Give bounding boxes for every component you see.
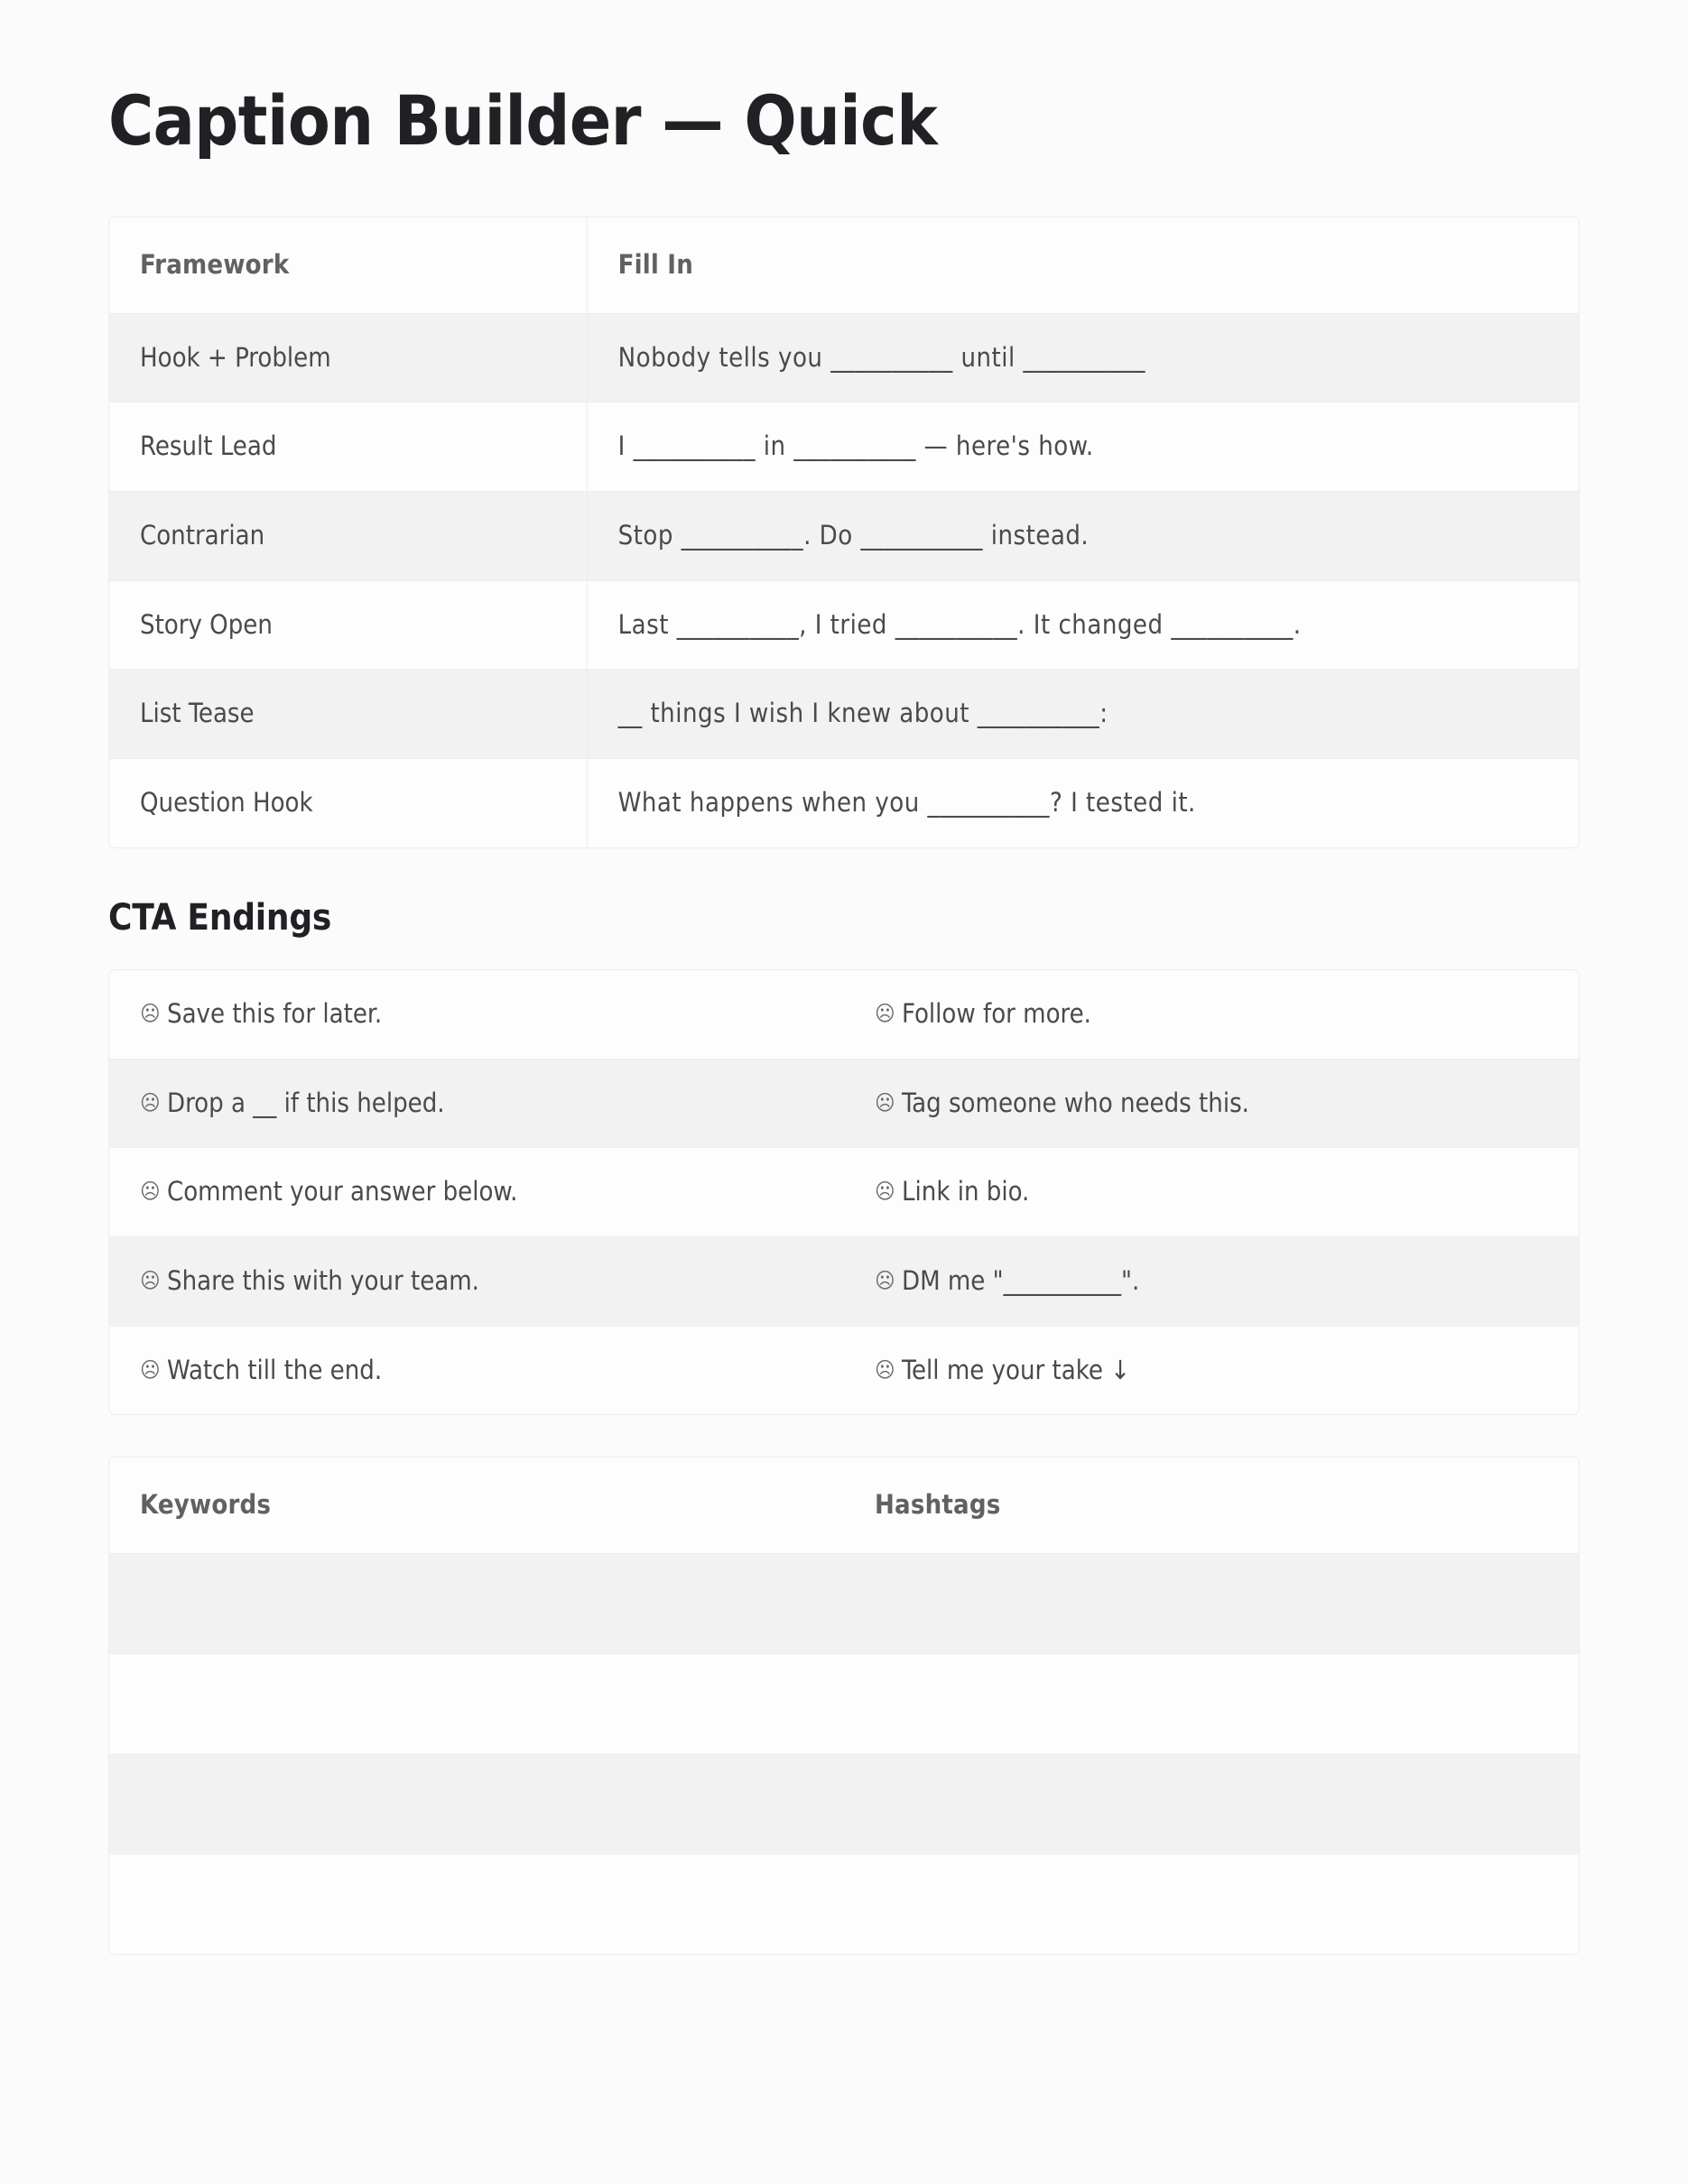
table-row	[109, 670, 1579, 759]
cta-label: Share this with your team.	[167, 1264, 479, 1296]
table-row	[109, 1653, 1579, 1754]
cta-label: Watch till the end.	[167, 1354, 383, 1385]
frowning-face-icon: ☹	[140, 1000, 161, 1026]
cta-table	[109, 970, 1579, 1414]
cta-label: Comment your answer below.	[167, 1176, 518, 1208]
column-header-fill-in: Fill In	[587, 217, 1579, 313]
list-item	[109, 1326, 1579, 1414]
cell-framework: Contrarian	[109, 492, 587, 581]
cell-framework: Result Lead	[109, 403, 587, 492]
cell-fill-in: Stop __________. Do __________ instead.	[617, 520, 1090, 551]
keywords-table-card	[108, 1457, 1580, 1955]
cell-framework: Story Open	[109, 580, 587, 670]
table-row	[109, 759, 1579, 847]
table-row	[109, 492, 1579, 581]
table-row	[109, 313, 1579, 403]
cell-fill-in: I __________ in __________ — here's how.	[617, 430, 1094, 462]
frowning-face-icon: ☹	[140, 1089, 161, 1115]
cta-table-card	[108, 969, 1580, 1415]
list-item	[109, 1148, 1579, 1237]
cell-framework: List Tease	[109, 670, 587, 759]
keywords-table-body	[109, 1553, 1579, 1954]
cta-label: Tell me your take ↓	[902, 1354, 1131, 1385]
framework-table-head	[109, 217, 1579, 313]
frowning-face-icon: ☹	[140, 1267, 161, 1293]
cta-label: Drop a __ if this helped.	[167, 1087, 445, 1118]
section-spacer	[108, 1415, 1580, 1457]
cell-keyword[interactable]	[109, 1653, 844, 1754]
frowning-face-icon: ☹	[140, 1356, 161, 1383]
cell-hashtag[interactable]	[844, 1854, 1579, 1954]
frowning-face-icon: ☹	[875, 1089, 895, 1115]
table-header-row	[109, 217, 1579, 313]
table-row	[109, 1553, 1579, 1653]
cell-framework: Question Hook	[109, 759, 587, 847]
column-header-hashtags: Hashtags	[844, 1458, 1579, 1553]
cell-keyword[interactable]	[109, 1754, 844, 1854]
cta-table-body	[109, 970, 1579, 1414]
cta-cell-left	[109, 1326, 844, 1414]
cta-label: Link in bio.	[902, 1176, 1030, 1208]
cta-label: Follow for more.	[902, 997, 1091, 1029]
list-item	[109, 1059, 1579, 1148]
cell-fill-in: Last __________, I tried __________. It changed __________.	[617, 608, 1302, 640]
frowning-face-icon: ☹	[875, 1267, 895, 1293]
table-row	[109, 1754, 1579, 1854]
keywords-table	[109, 1458, 1579, 1954]
table-header-row	[109, 1458, 1579, 1553]
cta-cell-left	[109, 1236, 844, 1326]
list-item	[109, 970, 1579, 1059]
column-header-keywords: Keywords	[109, 1458, 844, 1553]
list-item	[109, 1236, 1579, 1326]
page-title: Caption Builder — Quick	[108, 80, 938, 161]
frowning-face-icon: ☹	[875, 1000, 895, 1026]
keywords-table-head	[109, 1458, 1579, 1553]
column-header-framework: Framework	[109, 217, 587, 313]
cell-framework: Hook + Problem	[109, 313, 587, 403]
cta-cell-left	[109, 970, 844, 1059]
cell-fill-in: What happens when you __________? I tested it.	[617, 787, 1196, 819]
cell-fill-in: Nobody tells you __________ until __________	[617, 341, 1145, 373]
table-row	[109, 580, 1579, 670]
cell-keyword[interactable]	[109, 1553, 844, 1653]
cta-label: DM me "__________".	[902, 1264, 1140, 1296]
framework-table-card	[108, 217, 1580, 848]
cell-hashtag[interactable]	[844, 1754, 1579, 1854]
frowning-face-icon: ☹	[875, 1356, 895, 1383]
framework-table	[109, 217, 1579, 847]
cell-hashtag[interactable]	[844, 1653, 1579, 1754]
cta-cell-right	[844, 1326, 1579, 1414]
frowning-face-icon: ☹	[875, 1179, 895, 1205]
frowning-face-icon: ☹	[140, 1179, 161, 1205]
cell-keyword[interactable]	[109, 1854, 844, 1954]
cta-cell-right	[844, 1236, 1579, 1326]
cta-cell-left	[109, 1148, 844, 1237]
cta-label: Tag someone who needs this.	[902, 1087, 1249, 1118]
cta-cell-left	[109, 1059, 844, 1148]
framework-table-body	[109, 313, 1579, 847]
cta-cell-right	[844, 1059, 1579, 1148]
cell-fill-in: __ things I wish I knew about __________:	[617, 698, 1108, 729]
cta-section-heading: CTA Endings	[108, 896, 332, 939]
cta-cell-right	[844, 970, 1579, 1059]
table-row	[109, 1854, 1579, 1954]
cta-cell-right	[844, 1148, 1579, 1237]
cell-hashtag[interactable]	[844, 1553, 1579, 1653]
cta-label: Save this for later.	[167, 997, 383, 1029]
table-row	[109, 403, 1579, 492]
